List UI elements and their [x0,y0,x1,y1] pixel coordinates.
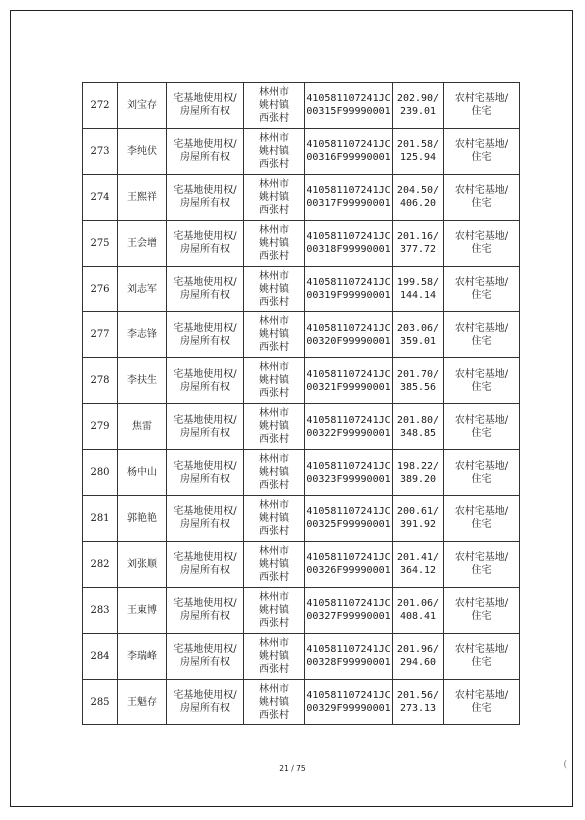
unit-code-line: 410581107241JC [306,598,391,610]
table-row [83,128,520,174]
location-line: 西张村 [259,571,289,583]
location-line: 姚村镇 [259,145,289,157]
area-cell [393,450,444,496]
land-use-cell [444,541,520,587]
location-line: 姚村镇 [259,512,289,524]
location-line: 林州市 [259,637,289,649]
location-cell [244,220,305,266]
right-type-line: 房屋所有权 [180,335,230,347]
unit-code-cell [305,174,393,220]
land-use-cell [444,404,520,450]
land-use-line: 住宅 [471,244,492,256]
location-line: 西张村 [259,342,289,354]
owner-name-cell: 王魁存 [118,679,167,725]
right-type-line: 房屋所有权 [180,152,230,164]
location-line: 林州市 [259,316,289,328]
right-type-line: 房屋所有权 [180,657,230,669]
land-use-line: 住宅 [471,427,492,439]
land-use-cell [444,266,520,312]
location-cell [244,128,305,174]
unit-code-line: 00317F99990001 [306,198,391,210]
record-number-cell: 281 [83,496,118,542]
area-line: 377.72 [399,244,437,256]
right-type-line: 宅基地使用权/ [173,185,237,197]
area-cell [393,174,444,220]
right-type-cell [167,174,244,220]
right-type-line: 房屋所有权 [180,565,230,577]
unit-code-line: 410581107241JC [306,414,391,426]
right-type-line: 宅基地使用权/ [173,506,237,518]
owner-name-cell: 李瑞峰 [118,633,167,679]
land-use-line: 农村宅基地/ [454,460,509,472]
unit-code-line: 00322F99990001 [306,427,391,439]
location-line: 林州市 [259,224,289,236]
record-number-cell: 278 [83,358,118,404]
unit-code-line: 410581107241JC [306,552,391,564]
unit-code-cell [305,679,393,725]
location-line: 姚村镇 [259,329,289,341]
table-row [83,220,520,266]
location-cell [244,541,305,587]
area-line: 406.20 [399,198,437,210]
land-use-line: 住宅 [471,106,492,118]
area-line: 385.56 [399,381,437,393]
location-line: 西张村 [259,296,289,308]
unit-code-line: 00318F99990001 [306,244,391,256]
record-number-cell: 284 [83,633,118,679]
owner-name-cell: 刘张顺 [118,541,167,587]
right-type-line: 宅基地使用权/ [173,414,237,426]
area-cell [393,220,444,266]
unit-code-line: 00329F99990001 [306,703,391,715]
land-use-line: 住宅 [471,198,492,210]
page-number: 21 / 75 [279,764,306,773]
unit-code-line: 410581107241JC [306,185,391,197]
location-cell [244,404,305,450]
unit-code-line: 00327F99990001 [306,611,391,623]
land-use-line: 农村宅基地/ [454,506,509,518]
right-type-cell [167,128,244,174]
location-line: 林州市 [259,591,289,603]
property-registry-table [82,82,520,725]
location-line: 西张村 [259,525,289,537]
land-use-cell [444,496,520,542]
right-type-line: 房屋所有权 [180,427,230,439]
land-use-line: 农村宅基地/ [454,552,509,564]
location-line: 姚村镇 [259,99,289,111]
land-use-cell [444,358,520,404]
location-line: 西张村 [259,112,289,124]
table-row [83,587,520,633]
record-number-cell: 275 [83,220,118,266]
owner-name-cell: 李纯伏 [118,128,167,174]
unit-code-line: 410581107241JC [306,139,391,151]
area-line: 201.16/ [396,231,440,243]
location-line: 姚村镇 [259,191,289,203]
owner-name-cell: 王熙祥 [118,174,167,220]
unit-code-cell [305,220,393,266]
land-use-line: 农村宅基地/ [454,598,509,610]
land-use-line: 农村宅基地/ [454,231,509,243]
location-cell [244,633,305,679]
land-use-line: 住宅 [471,565,492,577]
location-line: 林州市 [259,178,289,190]
owner-name-cell: 李扶生 [118,358,167,404]
location-line: 西张村 [259,709,289,721]
right-type-line: 房屋所有权 [180,106,230,118]
land-use-line: 农村宅基地/ [454,322,509,334]
table-row [83,174,520,220]
table-row [83,358,520,404]
right-type-cell [167,633,244,679]
unit-code-line: 00325F99990001 [306,519,391,531]
area-line: 200.61/ [396,506,440,518]
table-row [83,541,520,587]
record-number-cell: 277 [83,312,118,358]
unit-code-line: 410581107241JC [306,460,391,472]
land-use-line: 农村宅基地/ [454,277,509,288]
table-row [83,633,520,679]
location-line: 林州市 [259,454,289,466]
right-type-cell [167,404,244,450]
unit-code-line: 00316F99990001 [306,152,391,164]
location-line: 姚村镇 [259,650,289,662]
table-row [83,312,520,358]
location-line: 林州市 [259,408,289,420]
table-row [83,496,520,542]
location-line: 姚村镇 [259,558,289,570]
record-number-cell: 276 [83,266,118,312]
area-line: 144.14 [399,290,437,301]
area-line: 201.58/ [396,139,440,151]
land-use-line: 农村宅基地/ [454,139,509,151]
right-type-line: 房屋所有权 [180,198,230,210]
unit-code-line: 410581107241JC [306,93,391,105]
owner-name-cell: 焦雷 [118,404,167,450]
unit-code-line: 00321F99990001 [306,381,391,393]
land-use-line: 住宅 [471,519,492,531]
right-type-line: 宅基地使用权/ [173,277,237,288]
area-line: 201.70/ [396,368,440,380]
location-line: 林州市 [259,683,289,695]
location-cell [244,83,305,129]
unit-code-cell [305,587,393,633]
location-line: 姚村镇 [259,421,289,433]
record-number-cell: 282 [83,541,118,587]
table-row [83,83,520,129]
area-line: 348.85 [399,427,437,439]
land-use-line: 住宅 [471,290,492,301]
area-line: 408.41 [399,611,437,623]
location-line: 林州市 [259,545,289,557]
unit-code-line: 410581107241JC [306,368,391,380]
area-line: 391.92 [399,519,437,531]
area-cell [393,312,444,358]
location-line: 林州市 [259,86,289,98]
area-cell [393,83,444,129]
location-line: 姚村镇 [259,696,289,708]
location-cell [244,679,305,725]
unit-code-line: 00320F99990001 [306,335,391,347]
area-line: 201.41/ [396,552,440,564]
right-type-line: 宅基地使用权/ [173,322,237,334]
unit-code-line: 410581107241JC [306,231,391,243]
right-type-line: 宅基地使用权/ [173,460,237,472]
record-number-cell: 273 [83,128,118,174]
land-use-line: 住宅 [471,381,492,393]
unit-code-cell [305,312,393,358]
right-type-line: 房屋所有权 [180,290,230,301]
area-cell [393,679,444,725]
area-line: 201.06/ [396,598,440,610]
unit-code-cell [305,496,393,542]
location-line: 姚村镇 [259,237,289,249]
right-type-line: 宅基地使用权/ [173,644,237,656]
land-use-cell [444,220,520,266]
right-type-line: 宅基地使用权/ [173,231,237,243]
land-use-cell [444,312,520,358]
unit-code-line: 00328F99990001 [306,657,391,669]
owner-name-cell: 刘宝存 [118,83,167,129]
location-line: 西张村 [259,663,289,675]
area-cell [393,633,444,679]
right-type-cell [167,679,244,725]
land-use-cell [444,128,520,174]
owner-name-cell: 刘志军 [118,266,167,312]
area-cell [393,358,444,404]
location-line: 西张村 [259,617,289,629]
right-type-line: 宅基地使用权/ [173,93,237,105]
margin-mark: ( [563,760,567,770]
record-number-cell: 279 [83,404,118,450]
owner-name-cell: 郭艳艳 [118,496,167,542]
area-cell [393,587,444,633]
record-number-cell: 280 [83,450,118,496]
owner-name-cell: 李志锋 [118,312,167,358]
unit-code-cell [305,266,393,312]
land-use-line: 住宅 [471,703,492,715]
land-use-line: 农村宅基地/ [454,414,509,426]
owner-name-cell: 王東博 [118,587,167,633]
area-line: 198.22/ [396,460,440,472]
area-line: 202.90/ [396,93,440,105]
location-cell [244,174,305,220]
area-line: 201.96/ [396,644,440,656]
land-use-cell [444,633,520,679]
area-line: 359.01 [399,335,437,347]
record-number-cell: 272 [83,83,118,129]
area-cell [393,404,444,450]
unit-code-line: 00326F99990001 [306,565,391,577]
land-use-cell [444,587,520,633]
land-use-line: 住宅 [471,152,492,164]
area-line: 239.01 [399,106,437,118]
location-line: 林州市 [259,362,289,374]
right-type-cell [167,541,244,587]
right-type-cell [167,450,244,496]
area-line: 201.56/ [396,690,440,702]
owner-name-cell: 王会增 [118,220,167,266]
location-line: 林州市 [259,270,289,282]
unit-code-line: 410581107241JC [306,690,391,702]
right-type-cell [167,266,244,312]
right-type-line: 宅基地使用权/ [173,139,237,151]
location-line: 西张村 [259,204,289,216]
right-type-line: 宅基地使用权/ [173,368,237,380]
area-line: 201.80/ [396,414,440,426]
area-line: 199.58/ [396,277,440,288]
location-cell [244,312,305,358]
land-use-line: 住宅 [471,335,492,347]
unit-code-cell [305,358,393,404]
record-number-cell: 283 [83,587,118,633]
right-type-cell [167,220,244,266]
location-line: 西张村 [259,480,289,492]
land-use-line: 农村宅基地/ [454,93,509,105]
right-type-cell [167,83,244,129]
land-use-line: 农村宅基地/ [454,690,509,702]
unit-code-cell [305,541,393,587]
right-type-cell [167,496,244,542]
area-line: 364.12 [399,565,437,577]
location-line: 姚村镇 [259,283,289,295]
area-cell [393,496,444,542]
land-use-cell [444,450,520,496]
right-type-cell [167,587,244,633]
location-cell [244,266,305,312]
right-type-line: 房屋所有权 [180,473,230,485]
table-row [83,266,520,312]
location-line: 林州市 [259,499,289,511]
area-cell [393,266,444,312]
right-type-line: 宅基地使用权/ [173,690,237,702]
right-type-line: 宅基地使用权/ [173,552,237,564]
right-type-cell [167,358,244,404]
owner-name-cell: 杨中山 [118,450,167,496]
right-type-line: 房屋所有权 [180,381,230,393]
land-use-line: 住宅 [471,473,492,485]
land-use-cell [444,83,520,129]
location-cell [244,358,305,404]
location-line: 姚村镇 [259,467,289,479]
unit-code-line: 00319F99990001 [306,290,391,301]
area-line: 389.20 [399,473,437,485]
location-line: 西张村 [259,250,289,262]
unit-code-line: 00323F99990001 [306,473,391,485]
unit-code-cell [305,128,393,174]
location-line: 西张村 [259,158,289,170]
area-cell [393,541,444,587]
unit-code-line: 410581107241JC [306,277,391,288]
unit-code-cell [305,83,393,129]
area-line: 125.94 [399,152,437,164]
unit-code-cell [305,450,393,496]
unit-code-line: 410581107241JC [306,322,391,334]
location-cell [244,587,305,633]
area-line: 273.13 [399,703,437,715]
land-use-line: 农村宅基地/ [454,368,509,380]
table-row [83,679,520,725]
land-use-line: 农村宅基地/ [454,644,509,656]
location-line: 姚村镇 [259,604,289,616]
right-type-line: 房屋所有权 [180,703,230,715]
right-type-line: 房屋所有权 [180,611,230,623]
unit-code-line: 410581107241JC [306,506,391,518]
area-cell [393,128,444,174]
location-line: 姚村镇 [259,375,289,387]
area-line: 294.60 [399,657,437,669]
table-row [83,404,520,450]
location-line: 西张村 [259,434,289,446]
record-number-cell: 285 [83,679,118,725]
right-type-line: 房屋所有权 [180,519,230,531]
unit-code-cell [305,404,393,450]
record-number-cell: 274 [83,174,118,220]
location-line: 西张村 [259,388,289,400]
land-use-cell [444,174,520,220]
unit-code-cell [305,633,393,679]
land-use-cell [444,679,520,725]
right-type-line: 房屋所有权 [180,244,230,256]
location-line: 林州市 [259,132,289,144]
land-use-line: 住宅 [471,611,492,623]
table-row [83,450,520,496]
land-use-line: 农村宅基地/ [454,185,509,197]
land-use-line: 住宅 [471,657,492,669]
right-type-line: 宅基地使用权/ [173,598,237,610]
area-line: 204.50/ [396,185,440,197]
location-cell [244,496,305,542]
unit-code-line: 00315F99990001 [306,106,391,118]
right-type-cell [167,312,244,358]
unit-code-line: 410581107241JC [306,644,391,656]
area-line: 203.06/ [396,322,440,334]
location-cell [244,450,305,496]
